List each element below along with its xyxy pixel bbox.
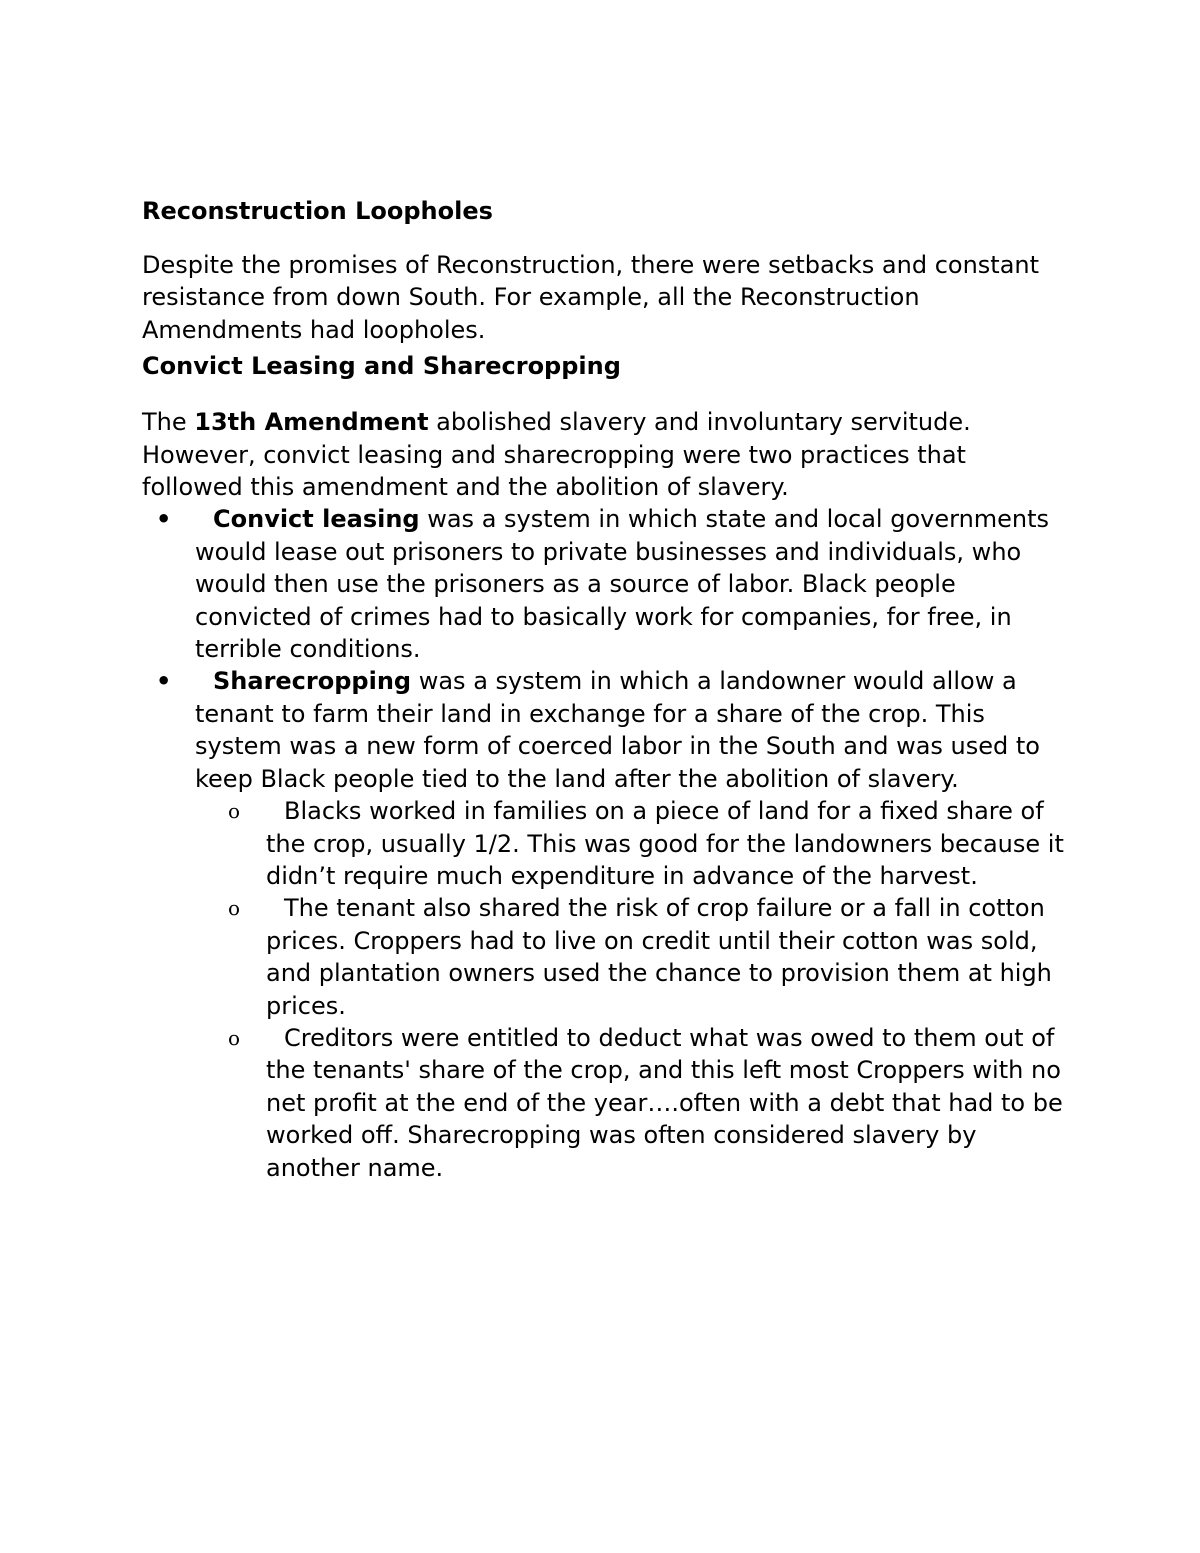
bullet-text [195, 665, 1072, 795]
sub-bullet-text: The tenant also shared the risk of crop failure or a fall in cotton prices. Croppers had to live on credit until their cotton was sold, and plantation owners used the chance to provision them at high prices. [266, 894, 1052, 1020]
bullet-marker-icon: • [156, 667, 172, 696]
bullet-body: was a system in which state and local governments would lease out prisoners to private businesses and individuals, who would then use the prisoners as a source of labor. Black people convicted of crimes had to basically work for companies, for free, in terrible conditions. [195, 505, 1050, 664]
sub-bullet-text: Blacks worked in families on a piece of land for a fixed share of the crop, usually 1/2. This was good for the landowners because it didn’t require much expenditure in advance of the harvest. [266, 797, 1064, 890]
bullet-body: was a system in which a landowner would allow a tenant to farm their land in exchange for a share of the crop. This system was a new form of coerced labor in the South and was used to keep Black people tied to the land after the abolition of slavery. [195, 667, 1040, 793]
bullet-term: Sharecropping [213, 667, 412, 696]
sub-bullet-marker-icon: o [228, 799, 241, 824]
bullet-text [195, 503, 1072, 665]
sub-bullet-item [142, 1022, 1072, 1184]
bullet-term: Convict leasing [213, 505, 420, 534]
bullet-list [142, 503, 1072, 795]
section-heading: Convict Leasing and Sharecropping [142, 352, 621, 381]
paragraph-prefix: The [142, 408, 195, 437]
bullet-item-sharecropping [142, 665, 1072, 795]
sub-bullet-marker-icon: o [228, 1025, 241, 1050]
sub-bullet-marker-icon: o [228, 896, 241, 921]
sub-bullet-item [142, 795, 1072, 892]
amendment-paragraph [142, 406, 1072, 503]
document-title: Reconstruction Loopholes [142, 197, 493, 225]
sub-bullet-text: Creditors were entitled to deduct what was owed to them out of the tenants' share of the crop, and this left most Croppers with no net profit at the end of the year….often with a debt that had to be worked off. Sharecropping was often considered slavery by another name. [266, 1023, 1063, 1182]
sub-bullet-item [142, 892, 1072, 1022]
document-page [142, 193, 1072, 1184]
bullet-item-convict-leasing [142, 503, 1072, 665]
intro-paragraph: Despite the promises of Reconstruction, there were setbacks and constant resistance from down South. For example, all the Reconstruction Amendments had loopholes. [142, 251, 1040, 344]
bullet-marker-icon: • [156, 505, 172, 534]
paragraph-bold-term: 13th Amendment [194, 408, 429, 437]
sub-bullet-list [142, 795, 1072, 1184]
paragraph-suffix: abolished slavery and involuntary servitude. However, convict leasing and sharecropping were two practices that followed this amendment and the abolition of slavery. [142, 408, 971, 502]
